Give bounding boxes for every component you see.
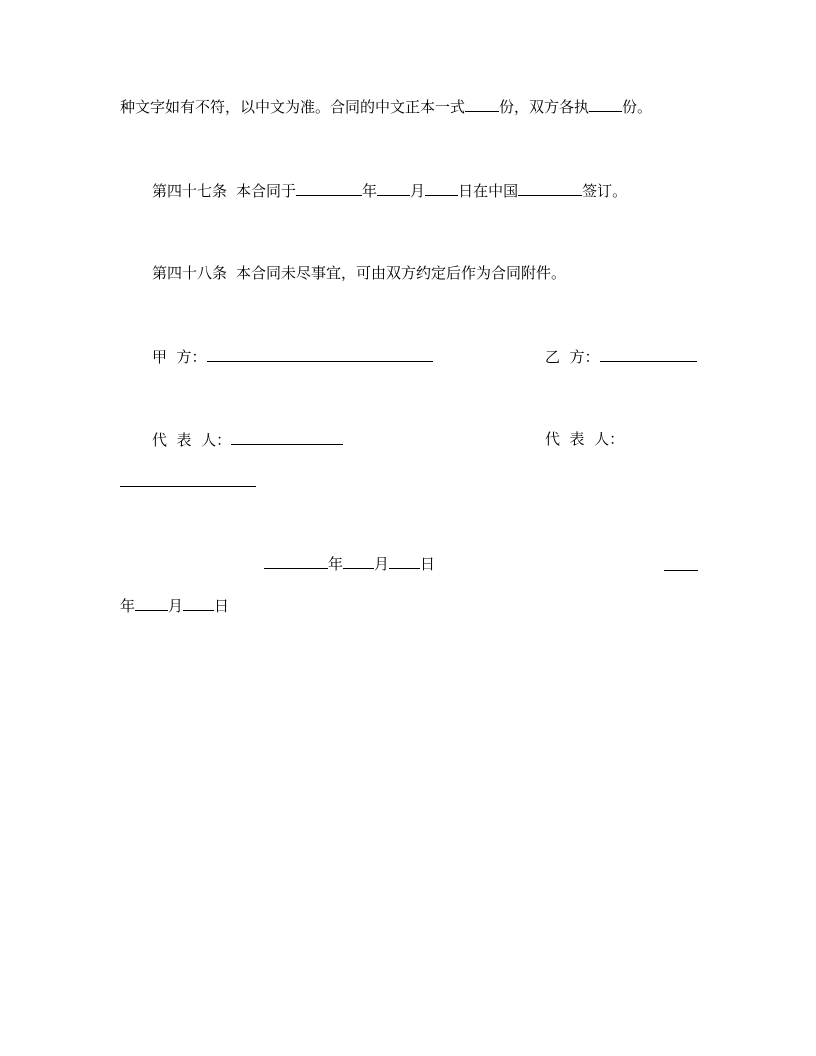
date-a-day-blank[interactable] — [389, 553, 420, 569]
rep-a-line — [152, 429, 343, 449]
date-a-year: 年 — [328, 555, 344, 573]
date-b-month-blank[interactable] — [135, 595, 168, 611]
party-b-line — [545, 346, 697, 366]
article-48-number: 第四十八条 — [152, 264, 228, 282]
rep-a-label: 代 表 人： — [152, 431, 232, 449]
date-a-day: 日 — [420, 555, 436, 573]
date-b-day: 日 — [214, 597, 230, 615]
continuation-line — [120, 96, 652, 116]
article-47-text-2: 年 — [362, 182, 378, 200]
article-48-text: 本合同未尽事宜，可由双方约定后作为合同附件。 — [236, 264, 567, 282]
party-a-line — [152, 346, 433, 366]
article-47-place-blank — [518, 180, 582, 196]
party-b-label: 乙 方： — [545, 348, 600, 366]
continuation-text-1: 种文字如有不符，以中文为准。合同的中文正本一式 — [120, 98, 466, 116]
article-47-month-blank — [377, 180, 410, 196]
rep-b-label: 代 表 人： — [545, 430, 625, 448]
date-b-year-blank[interactable] — [664, 570, 698, 571]
date-a-month-blank[interactable] — [343, 553, 374, 569]
party-a-blank[interactable] — [207, 346, 433, 362]
rep-b-line — [545, 429, 624, 449]
date-b-year: 年 — [120, 597, 136, 615]
copies-total-blank — [465, 96, 499, 112]
article-47-text-5: 签订。 — [582, 182, 628, 200]
date-a-year-blank[interactable] — [264, 553, 328, 569]
rep-a-blank[interactable] — [231, 429, 343, 445]
article-48 — [152, 263, 566, 283]
date-b-month: 月 — [168, 597, 184, 615]
date-b-day-blank[interactable] — [183, 595, 214, 611]
continuation-text-3: 份。 — [622, 98, 653, 116]
article-47-text-3: 月 — [410, 182, 426, 200]
article-47-number: 第四十七条 — [152, 182, 228, 200]
article-47-day-blank — [425, 180, 458, 196]
date-b-line — [120, 595, 229, 615]
party-b-blank[interactable] — [600, 346, 697, 362]
continuation-text-2: 份，双方各执 — [499, 98, 590, 116]
article-47-text-1: 本合同于 — [236, 182, 297, 200]
article-47-year-blank — [296, 180, 362, 196]
copies-each-blank — [589, 96, 622, 112]
date-a-month: 月 — [374, 555, 390, 573]
date-a-line — [264, 553, 435, 573]
rep-b-blank[interactable] — [120, 486, 256, 487]
article-47 — [152, 180, 627, 200]
party-a-label: 甲 方： — [152, 348, 207, 366]
article-47-text-4: 日在中国 — [458, 182, 519, 200]
